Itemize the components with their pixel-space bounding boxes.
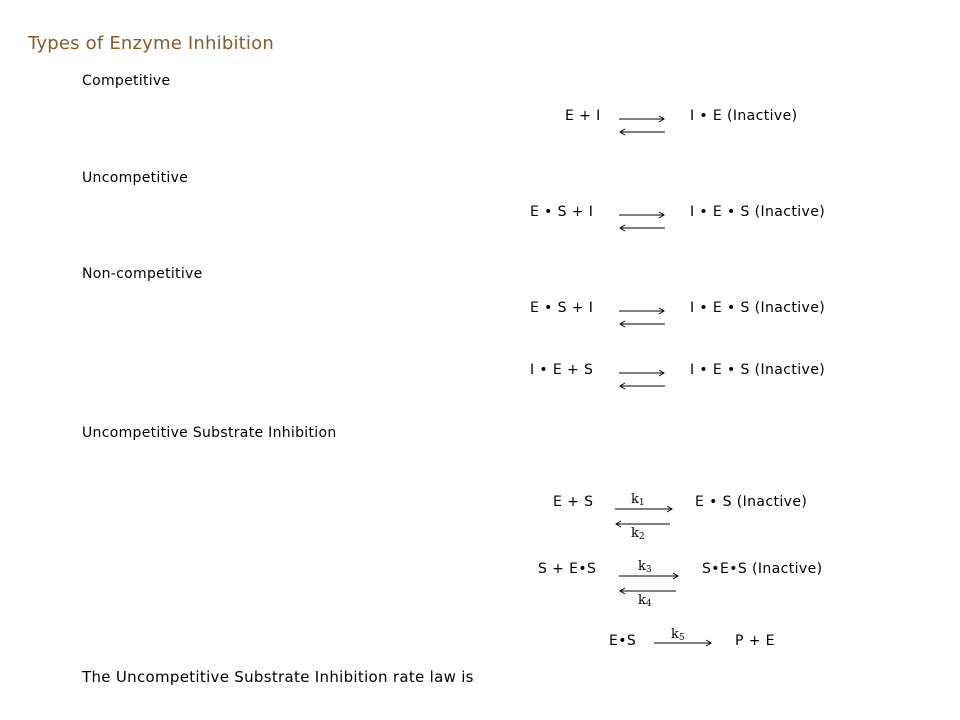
reaction-2-reactants: E • S + I [530,204,594,220]
heading-noncompetitive: Non-competitive [82,266,203,282]
rate-constant-k3: $k_3$ [638,559,652,575]
heading-uncompetitive: Uncompetitive [82,170,189,186]
rate-law-caption: The Uncompetitive Substrate Inhibition rate law is [82,668,474,686]
equilibrium-arrows [618,367,668,391]
slide-title: Types of Enzyme Inhibition [28,33,274,54]
rate-constant-k5: $k_5$ [671,627,685,643]
rate-constant-k4: $k_4$ [638,593,652,609]
equilibrium-arrows [614,504,664,528]
reaction-3-reactants: E • S + I [530,300,594,316]
reaction-1-products: I • E (Inactive) [690,108,798,124]
reaction-5-products: E • S (Inactive) [695,494,808,510]
reaction-4-products: I • E • S (Inactive) [690,362,826,378]
heading-competitive: Competitive [82,73,171,89]
equilibrium-arrows [618,571,668,595]
reaction-7-reactants: E•S [609,633,637,649]
heading-substrate-inhibition: Uncompetitive Substrate Inhibition [82,425,337,441]
rate-constant-k1: $k_1$ [631,492,645,508]
reaction-5-reactants: E + S [553,494,594,510]
reaction-4-reactants: I • E + S [530,362,594,378]
equilibrium-arrows [618,209,668,233]
reaction-6-products: S•E•S (Inactive) [702,561,823,577]
reaction-2-products: I • E • S (Inactive) [690,204,826,220]
reaction-6-reactants: S + E•S [538,561,597,577]
reaction-7-products: P + E [735,633,775,649]
reaction-3-products: I • E • S (Inactive) [690,300,826,316]
forward-arrow [653,638,703,662]
equilibrium-arrows [618,113,668,137]
rate-constant-k2: $k_2$ [631,526,645,542]
reaction-1-reactants: E + I [565,108,601,124]
equilibrium-arrows [618,305,668,329]
